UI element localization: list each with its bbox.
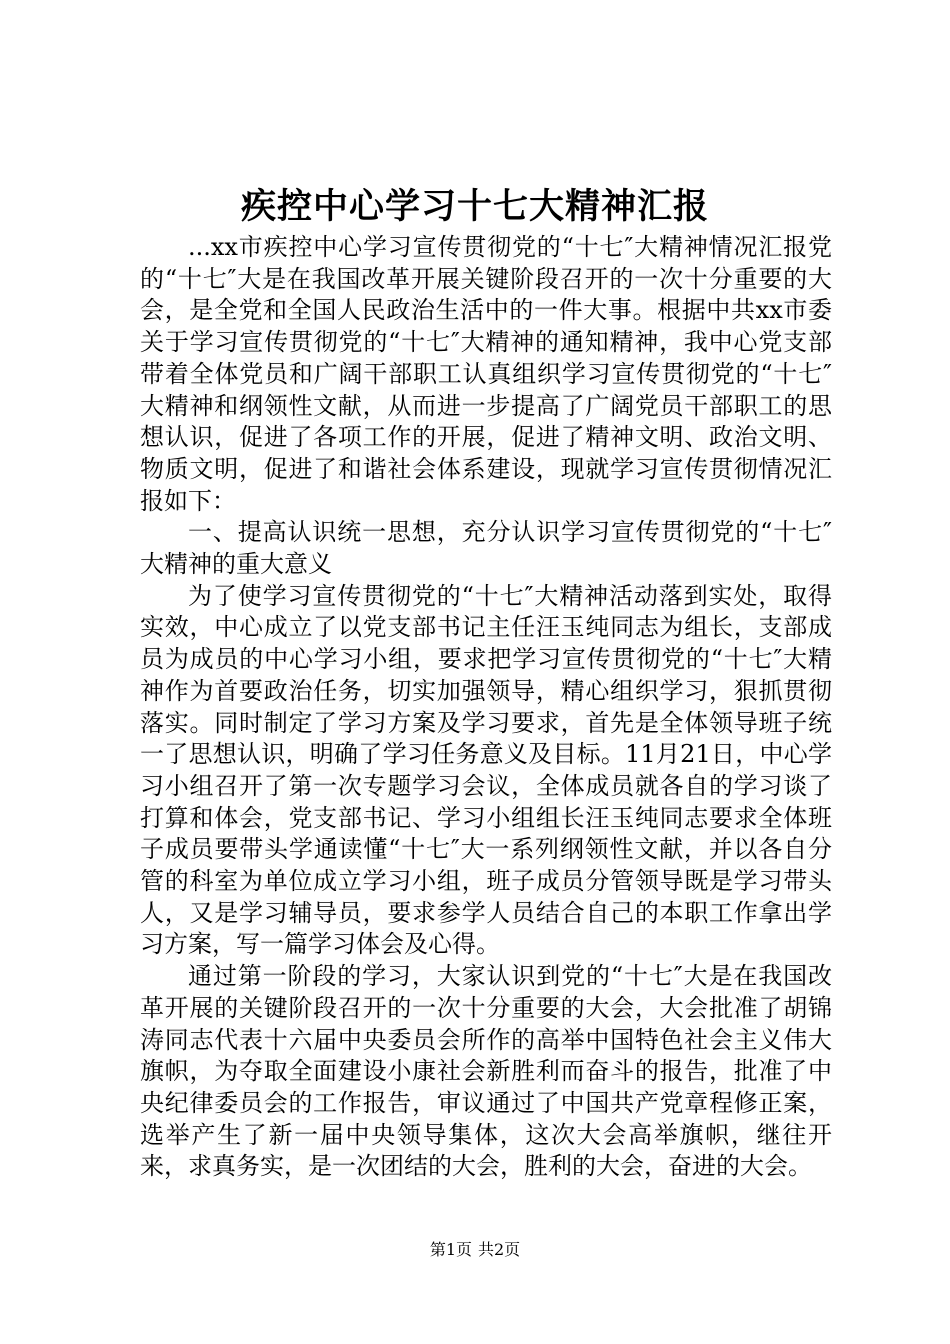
page-total: 共2页 <box>478 1240 521 1259</box>
page-number: 第1页 <box>429 1240 472 1259</box>
document-title: 疾控中心学习十七大精神汇报 <box>240 186 709 227</box>
document-body <box>140 232 832 1183</box>
page-footer <box>0 1240 950 1260</box>
paragraph-intro: ...xx市疾控中心学习宣传贯彻党的“十七″大精神情况汇报党的“十七″大是在我国改革开展关键阶段召开的一次十分重要的大会，是全党和全国人民政治生活中的一件大事。根据中共xx市委关于学习宣传贯彻党的“十七″大精神的通知精神，我中心党支部带着全体党员和广阔干部职工认真组织学习宣传贯彻党的“十七″大精神和纲领性文献，从而进一步提高了广阔党员干部职工的思想认识，促进了各项工作的开展，促进了精神文明、政治文明、物质文明，促进了和谐社会体系建设，现就学习宣传贯彻情况汇报如下： <box>140 233 832 515</box>
paragraph-study-group: 为了使学习宣传贯彻党的“十七″大精神活动落到实处，取得实效，中心成立了以党支部书记主任汪玉纯同志为组长，支部成员为成员的中心学习小组，要求把学习宣传贯彻党的“十七″大精神作为首要政治任务，切实加强领导，精心组织学习，狠抓贯彻落实。同时制定了学习方案及学习要求，首先是全体领导班子统一了思想认识，明确了学习任务意义及目标。11月21日，中心学习小组召开了第一次专题学习会议，全体成员就各自的学习谈了打算和体会，党支部书记、学习小组组长汪玉纯同志要求全体班子成员要带头学通读懂“十七″大一系列纲领性文献，并以各自分管的科室为单位成立学习小组，班子成员分管领导既是学习带头人，又是学习辅导员，要求参学人员结合自己的本职工作拿出学习方案，写一篇学习体会及心得。 <box>140 581 832 959</box>
paragraph-section-heading: 一、提高认识统一思想，充分认识学习宣传贯彻党的“十七″大精神的重大意义 <box>140 518 832 579</box>
paragraph-study-results: 通过第一阶段的学习，大家认识到党的“十七″大是在我国改革开展的关键阶段召开的一次十分重要的大会，大会批准了胡锦涛同志代表十六届中央委员会所作的高举中国特色社会主义伟大旗帜，为夺取全面建设小康社会新胜利而奋斗的报告，批准了中央纪律委员会的工作报告，审议通过了中国共产党章程修正案，选举产生了新一届中央领导集体，这次大会高举旗帜，继往开来，求真务实，是一次团结的大会，胜利的大会，奋进的大会。 <box>140 962 832 1181</box>
